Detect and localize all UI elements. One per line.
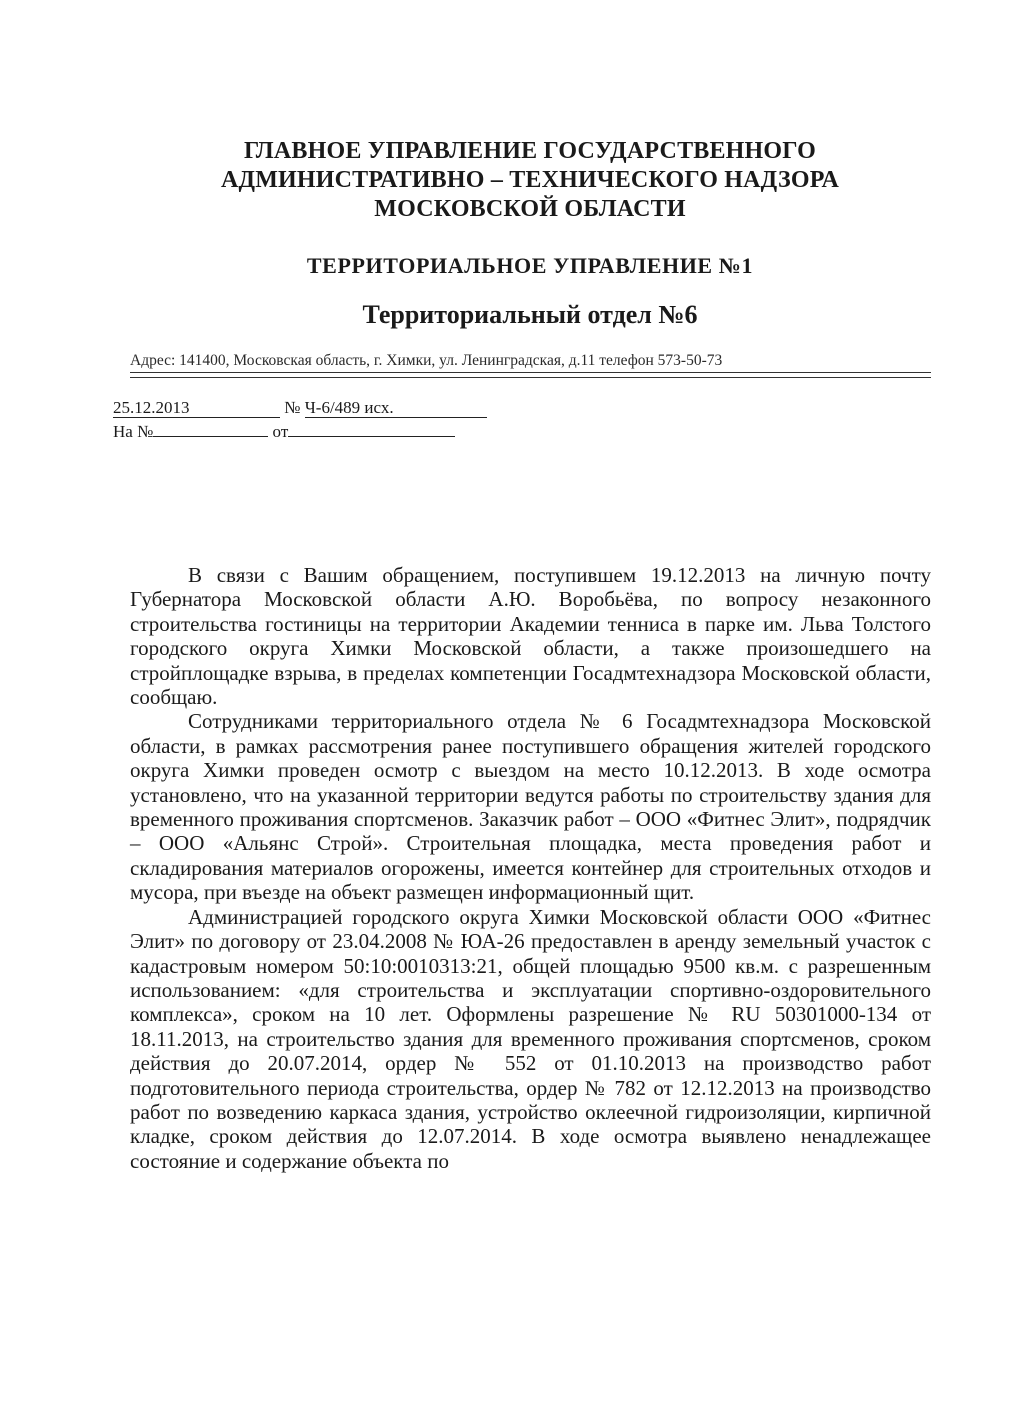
address-line: Адрес: 141400, Московская область, г. Химки, ул. Ленинградская, д.11 телефон 573-50-73	[130, 352, 723, 369]
subdivision-title: ТЕРРИТОРИАЛЬНОЕ УПРАВЛЕНИЕ №1	[306, 253, 754, 278]
letter-body	[130, 563, 931, 1173]
outgoing-registration	[113, 398, 487, 418]
reference-date-blank	[288, 436, 455, 437]
number-prefix: №	[284, 398, 305, 417]
header-divider-top	[130, 372, 931, 373]
paragraph-2: Сотрудниками территориального отдела № 6 Госадмтехнадзора Московской области, в рамках рассмотрения ранее поступившего обращения жителей городского округа Химки проведен осмотр с выездом на место 10.12.2013. В ходе осмотра установлено, что на указанной территории ведутся работы по строительству здания для временного проживания спортсменов. Заказчик работ – ООО «Фитнес Элит», подрядчик – ООО «Альянс Строй». Строительная площадка, места проведения работ и складирования материалов огорожены, имеется контейнер для строительных отходов и мусора, при въезде на объект размещен информационный щит.	[130, 709, 931, 905]
outgoing-number: Ч-6/489 исх.	[304, 398, 394, 417]
outgoing-date-field	[113, 399, 280, 418]
header-divider-bottom	[130, 377, 931, 378]
reference-number-blank	[153, 436, 268, 437]
organization-line-1: ГЛАВНОЕ УПРАВЛЕНИЕ ГОСУДАРСТВЕННОГО	[243, 138, 817, 164]
organization-line-3: МОСКОВСКОЙ ОБЛАСТИ	[374, 196, 686, 222]
paragraph-1: В связи с Вашим обращением, поступившем 19.12.2013 на личную почту Губернатора Московской области А.Ю. Воробьёва, по вопросу незаконного строительства гостиницы на территории Академии тенниса в парке им. Льва Толстого городского округа Химки Московской области, а также произошедшего на стройплощадке взрыва, в пределах компетенции Госадмтехнадзора Московской области, сообщаю.	[130, 563, 931, 710]
incoming-reference	[113, 422, 455, 442]
organization-name	[130, 137, 930, 224]
reference-from-label: от	[272, 422, 289, 441]
department-title: Территориальный отдел №6	[362, 300, 698, 329]
reference-prefix: На №	[113, 422, 154, 441]
organization-line-2: АДМИНИСТРАТИВНО – ТЕХНИЧЕСКОГО НАДЗОРА	[220, 167, 840, 193]
outgoing-number-field	[305, 399, 487, 418]
paragraph-3: Администрацией городского округа Химки Московской области ООО «Фитнес Элит» по договору от 23.04.2008 № ЮА-26 предоставлен в аренду земельный участок с кадастровым номером 50:10:0010313:21, общей площадью 9500 кв.м. с разрешенным использованием: «для строительства и эксплуатации спортивно-оздоровительного комплекса», сроком на 10 лет. Оформлены разрешение № RU 50301000-134 от 18.11.2013, на строительство здания для временного проживания спортсменов, сроком действия до 20.07.2014, ордер № 552 от 01.10.2013 на производство работ подготовительного периода строительства, ордер № 782 от 12.12.2013 на производство работ по возведению каркаса здания, устройство оклеечной гидроизоляции, кирпичной кладке, сроком действия до 12.07.2014. В ходе осмотра выявлено ненадлежащее состояние и содержание объекта по	[130, 904, 931, 1173]
outgoing-date: 25.12.2013	[113, 398, 190, 417]
